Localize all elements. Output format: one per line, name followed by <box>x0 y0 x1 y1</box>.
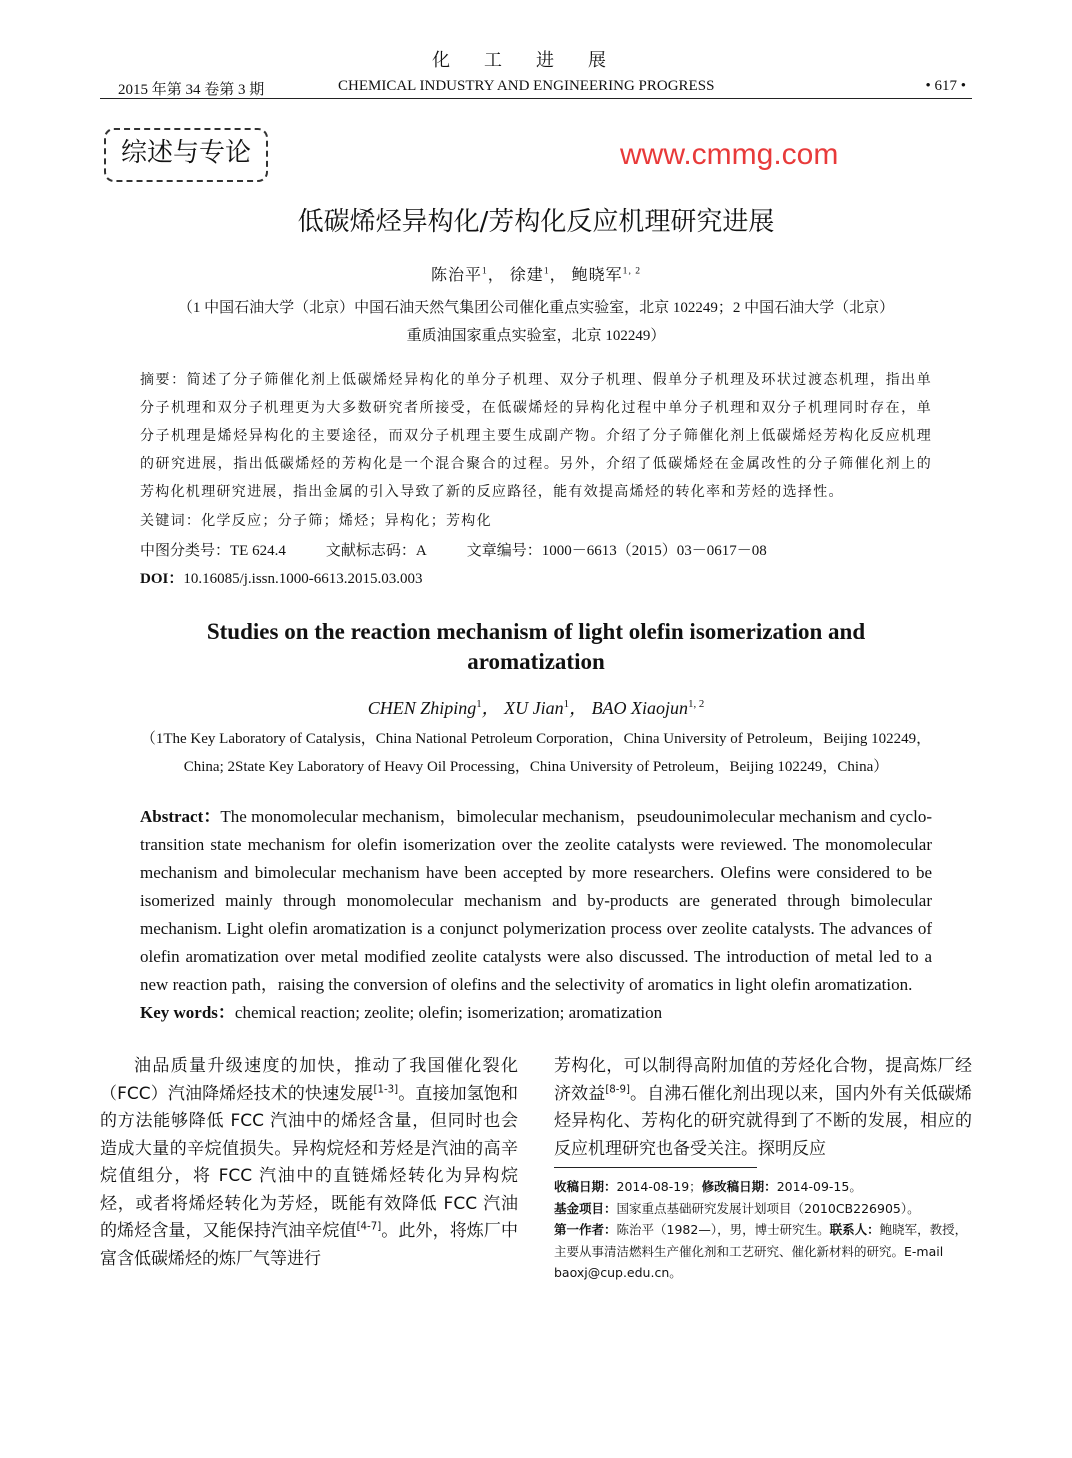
abstract-cn <box>140 366 932 593</box>
issue-info: 2015 年第 34 卷第 3 期 <box>118 82 265 98</box>
body-text: 油品质量升级速度的加快，推动了我国催化裂化（FCC）汽油降烯烃技术的快速发展 <box>100 1056 518 1104</box>
author-sup: 1 <box>481 265 488 277</box>
author-sup: 1, 2 <box>688 698 705 710</box>
body-columns <box>100 1053 972 1284</box>
authors-en: CHEN Zhiping$^1$， XU Jian$^1$， BAO Xiaojun$^{1, 2}$ <box>367 698 705 718</box>
citation[interactable]: [1-3] <box>373 1083 399 1095</box>
keywords-text: 化学反应；分子筛；烯烃；异构化；芳构化 <box>201 514 492 529</box>
journal-name-en: CHEMICAL INDUSTRY AND ENGINEERING PROGRESS <box>338 78 715 94</box>
doi-value[interactable]: 10.16085/j.issn.1000-6613.2015.03.003 <box>183 571 423 587</box>
article-body <box>100 204 973 1324</box>
title-cn: 低碳烯烃异构化/芳构化反应机理研究进展 <box>297 207 775 237</box>
body-text: 。此外，将炼厂中富含低碳烯烃的炼厂气等进行 <box>100 1221 519 1269</box>
author: BAO Xiaojun <box>591 698 689 718</box>
revised-label: 修改稿日期： <box>701 1179 777 1194</box>
footnote-divider <box>554 1167 757 1168</box>
contact-label: 联系人： <box>829 1222 880 1237</box>
section-badge: 综述与专论 <box>104 128 268 182</box>
contact-text: 鲍晓军，教授，主要从事清洁燃料生产催化剂和工艺研究、催化新材料的研究。E-mail baoxj@cup.edu.cn。 <box>554 1222 968 1280</box>
abstract-en <box>140 803 932 1027</box>
author-sup: 1, 2 <box>622 265 642 277</box>
doc-label: 文献标志码： <box>325 541 416 559</box>
abstract-label: Abstract： <box>140 807 221 826</box>
abstract-label: 摘要： <box>140 372 187 388</box>
keywords-label: Key words： <box>140 1003 235 1022</box>
author-sup: 1 <box>476 698 482 710</box>
affiliation-cn <box>140 294 932 350</box>
article-label: 文章编号： <box>466 541 542 559</box>
body-text: 。自沸石催化剂出现以来，国内外有关低碳烯烃异构化、芳构化的研究就得到了不断的发展，相应的反应机理研究也备受关注。探明反应 <box>554 1083 973 1159</box>
affiliation-line: 重质油国家重点实验室，北京 102249） <box>406 328 666 344</box>
article-value: 1000－6613（2015）03－0617－08 <box>541 543 767 559</box>
keywords-label: 关键词： <box>140 513 202 529</box>
author: 徐建 <box>509 267 544 284</box>
received-label: 收稿日期： <box>554 1179 617 1194</box>
clc-label: 中图分类号： <box>140 541 231 559</box>
clc-value: TE 624.4 <box>230 543 286 559</box>
author: CHEN Zhiping <box>367 698 477 718</box>
received-date: 2014-08-19； <box>616 1179 702 1194</box>
affiliation-line: （1 中国石油大学（北京）中国石油天然气集团公司催化重点实验室，北京 102249；2 中国石油大学（北京） <box>177 300 895 316</box>
author: 鲍晓军 <box>571 267 623 284</box>
watermark: www.cmmg.com <box>620 138 839 171</box>
title-en: Studies on the reaction mechanism of light olefin isomerization and aromatization <box>206 619 866 674</box>
body-text: 芳构化，可以制得高附加值的芳烃化合物，提高炼厂经济效益 <box>554 1056 972 1104</box>
author: 陈治平 <box>430 267 482 284</box>
first-author-text: 陈治平（1982—），男，博士研究生。 <box>616 1222 830 1237</box>
author-sup: 1 <box>543 265 550 277</box>
fund-text: 国家重点基础研究发展计划项目（2010CB226905）。 <box>616 1200 920 1216</box>
doi <box>140 565 932 593</box>
keywords-text: chemical reaction; zeolite; olefin; isomerization; aromatization <box>234 1003 663 1022</box>
author-sup: 1 <box>563 698 570 710</box>
author: XU Jian <box>504 698 564 718</box>
revised-date: 2014-09-15。 <box>776 1179 862 1194</box>
classification <box>140 536 932 565</box>
running-header <box>100 78 972 99</box>
first-author-label: 第一作者： <box>554 1222 617 1237</box>
fund-label: 基金项目： <box>554 1200 617 1216</box>
journal-name-cn: 化工进展 <box>432 50 640 70</box>
citation[interactable]: [4-7] <box>356 1221 382 1233</box>
body-column-left <box>100 1053 518 1273</box>
authors-cn: 陈治平$^1$， 徐建$^1$， 鲍晓军$^{1, 2}$ <box>430 265 642 284</box>
affiliation-en: （1The Key Laboratory of Catalysis，China National Petroleum Corporation，China University of Petroleum，Beijing 102249，China; 2State Key Laboratory of Heavy Oil Processing，China University of Petroleum，Beijing 102249，China） <box>140 731 932 775</box>
body-text: 。直接加氢饱和的方法能够降低 FCC 汽油中的烯烃含量，但同时也会造成大量的辛烷值损失。异构烷烃和芳烃是汽油的高辛烷值组分，将 FCC 汽油中的直链烯烃转化为异构烷烃，或者将烯烃转化为芳烃，既能有效降低 FCC 汽油的烯烃含量，又能保持汽油辛烷值 <box>100 1083 518 1241</box>
page-number: • 617 • <box>925 78 966 94</box>
citation[interactable]: [8-9] <box>605 1083 630 1095</box>
doc-value: A <box>415 543 427 559</box>
body-column-right <box>554 1053 972 1284</box>
abstract-text: The monomolecular mechanism，bimolecular mechanism，pseudounimolecular mechanism and cyclo-transition state mechanism for olefin isomerization over the zeolite catalysts were reviewed. The monomolecular mechanism and bimolecular mechanism have been accepted by more researchers. Olefins were considered to be isomerized mainly through monomolecular mechanism and by-products are generated through bimolecular mechanism. Light olefin aromatization is a conjunct polymerization process over zeolite catalysts. The advances of olefin aromatization over metal modified zeolite catalysts were also discussed. The introduction of metal led to a new reaction path，raising the conversion of olefins and the selectivity of aromatics in light olefin aromatization. <box>140 807 932 994</box>
abstract-text: 简述了分子筛催化剂上低碳烯烃异构化的单分子机理、双分子机理、假单分子机理及环状过渡态机理，指出单分子机理和双分子机理更为大多数研究者所接受，在低碳烯烃的异构化过程中单分子机理和双分子机理同时存在，单分子机理是烯烃异构化的主要途径，而双分子机理主要生成副产物。介绍了分子筛催化剂上低碳烯烃芳构化反应机理的研究进展，指出低碳烯烃的芳构化是一个混合聚合的过程。另外，介绍了低碳烯烃在金属改性的分子筛催化剂上的芳构化机理研究进展，指出金属的引入导致了新的反应路径，能有效提高烯烃的转化率和芳烃的选择性。 <box>140 373 932 500</box>
doi-label: DOI： <box>140 571 184 587</box>
footnotes <box>554 1176 972 1284</box>
